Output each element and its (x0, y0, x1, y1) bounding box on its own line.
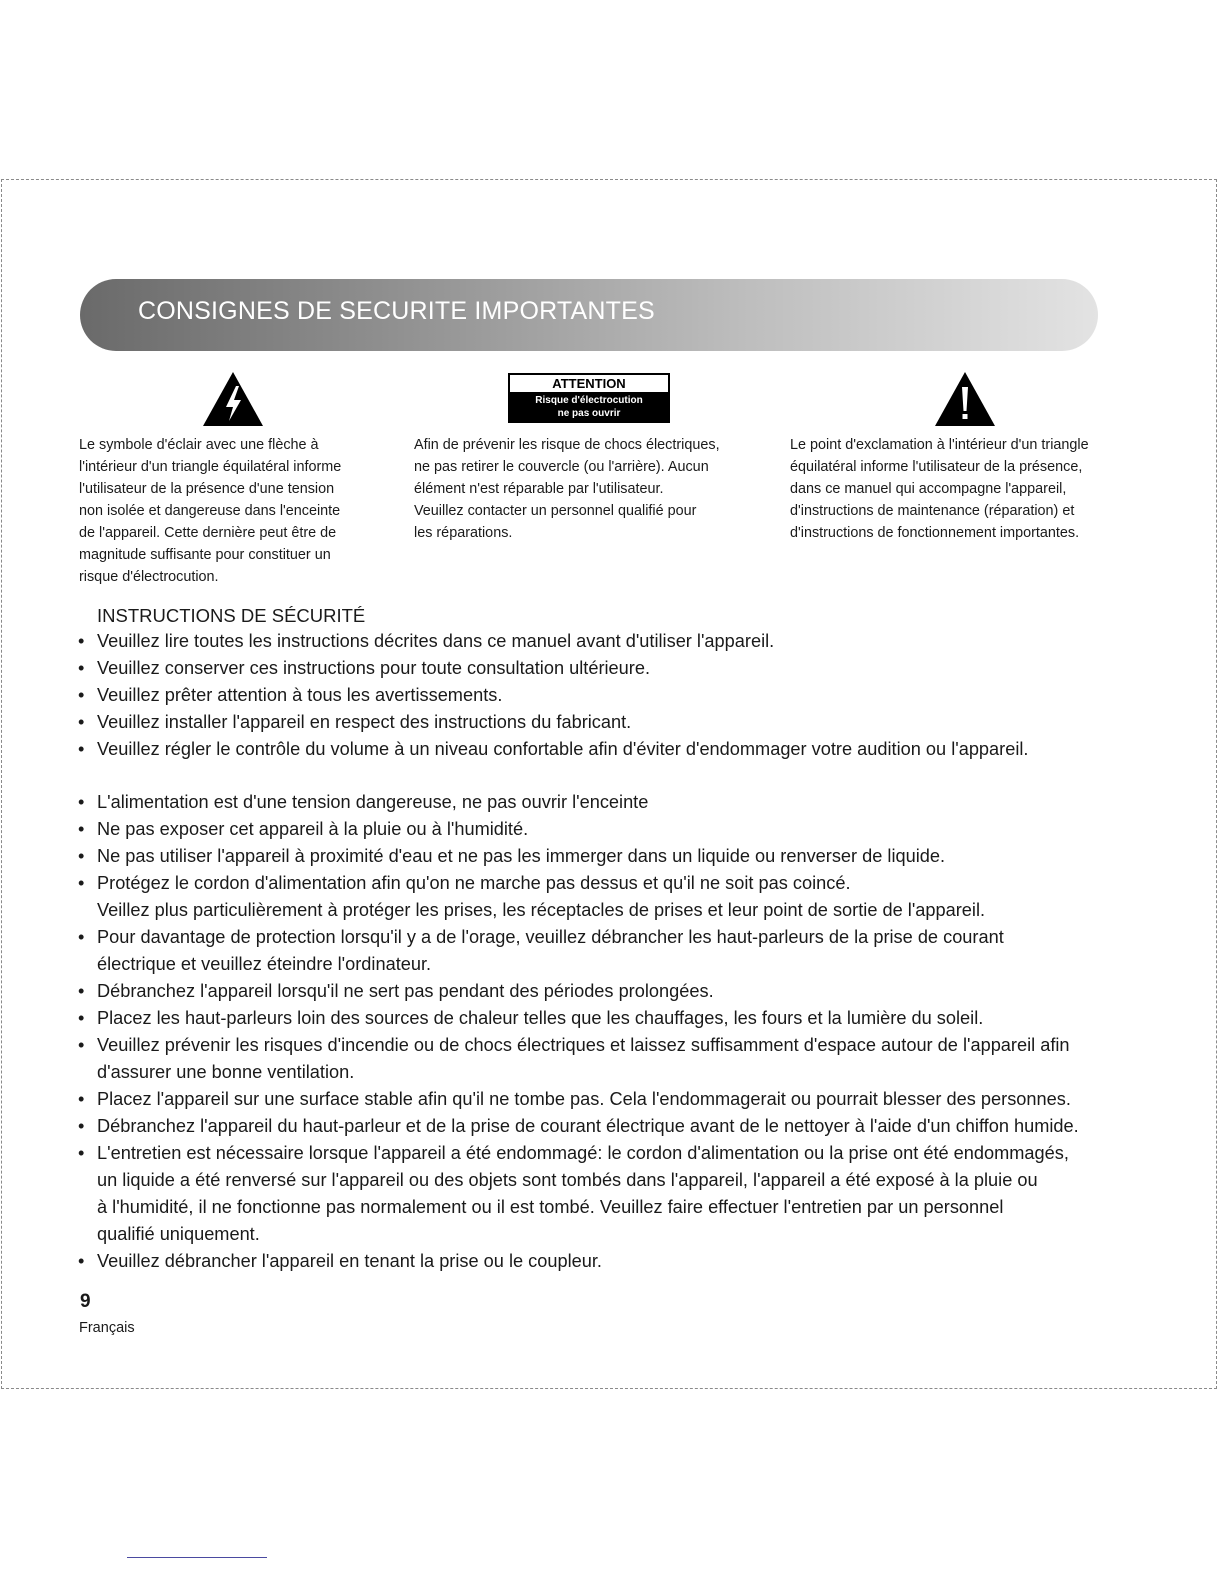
bullet-marker: • (78, 685, 85, 705)
instructions-list-secondary (78, 789, 1079, 1275)
list-item-line: Veillez plus particulièrement à protéger les prises, les réceptacles de prises et leur point de sortie de l'appareil. (97, 900, 986, 920)
list-item (78, 655, 1028, 682)
list-item-line: électrique et veuillez éteindre l'ordinateur. (97, 954, 432, 974)
list-item-line: à l'humidité, il ne fonctionne pas normalement ou il est tombé. Veuillez faire effectuer l'entretien par un personnel (97, 1197, 1004, 1217)
list-item (78, 978, 1079, 1005)
list-item-line: d'assurer une bonne ventilation. (97, 1062, 355, 1082)
list-item-line: L'alimentation est d'une tension dangereuse, ne pas ouvrir l'enceinte (97, 792, 649, 812)
list-item-line: Ne pas utiliser l'appareil à proximité d'eau et ne pas les immerger dans un liquide ou renverser de liquide. (97, 846, 946, 866)
footnote-rule (127, 1557, 267, 1558)
bullet-marker: • (78, 927, 85, 947)
list-item-line: Veuillez débrancher l'appareil en tenant la prise ou le coupleur. (97, 1251, 602, 1271)
bullet-marker: • (78, 1116, 85, 1136)
text-line: l'intérieur d'un triangle équilatéral informe (79, 459, 342, 475)
list-item-line: Veuillez prêter attention à tous les avertissements. (97, 685, 503, 705)
list-item-line: Débranchez l'appareil lorsqu'il ne sert pas pendant des périodes prolongées. (97, 981, 714, 1001)
bullet-marker: • (78, 1089, 85, 1109)
list-item (78, 1032, 1079, 1086)
text-line: risque d'électrocution. (79, 569, 219, 585)
text-line: Le symbole d'éclair avec une flèche à (79, 437, 319, 453)
text-line: l'utilisateur de la présence d'une tension (79, 481, 335, 497)
bullet-marker: • (78, 873, 85, 893)
list-item (78, 870, 1079, 924)
list-item-line: Veuillez conserver ces instructions pour toute consultation ultérieure. (97, 658, 650, 678)
exclamation-warning-icon (934, 371, 996, 427)
attention-body (510, 392, 668, 421)
text-line: d'instructions de fonctionnement importantes. (790, 525, 1080, 541)
list-item (78, 789, 1079, 816)
list-item-line: Pour davantage de protection lorsqu'il y a de l'orage, veuillez débrancher les haut-parleurs de la prise de courant (97, 927, 1004, 947)
exclamation-symbol-description (790, 434, 1089, 544)
instructions-list-primary (78, 628, 1028, 763)
list-item-line: Placez l'appareil sur une surface stable afin qu'il ne tombe pas. Cela l'endommagerait ou pourrait blesser des personnes. (97, 1089, 1071, 1109)
list-item (78, 682, 1028, 709)
bullet-marker: • (78, 631, 85, 651)
list-item-line: Veuillez prévenir les risques d'incendie ou de chocs électriques et laissez suffisamment d'espace autour de l'appareil afin (97, 1035, 1070, 1055)
lightning-symbol-description (79, 434, 341, 588)
title-banner (80, 279, 1098, 351)
text-line: d'instructions de maintenance (réparation) et (790, 503, 1075, 519)
list-item (78, 1005, 1079, 1032)
attention-title: ATTENTION (552, 376, 626, 391)
list-item (78, 1248, 1079, 1275)
text-line: dans ce manuel qui accompagne l'appareil, (790, 481, 1067, 497)
list-item-line: Protégez le cordon d'alimentation afin qu'on ne marche pas dessus et qu'il ne soit pas coincé. (97, 873, 851, 893)
text-line: ne pas retirer le couvercle (ou l'arrière). Aucun (414, 459, 709, 475)
bullet-marker: • (78, 981, 85, 1001)
list-item (78, 843, 1079, 870)
page-language: Français (79, 1320, 135, 1336)
list-item-line: qualifié uniquement. (97, 1224, 260, 1244)
bullet-marker: • (78, 658, 85, 678)
text-line: Veuillez contacter un personnel qualifié pour (414, 503, 697, 519)
instructions-heading: INSTRUCTIONS DE SÉCURITÉ (97, 605, 366, 626)
list-item (78, 924, 1079, 978)
bullet-marker: • (78, 712, 85, 732)
attention-line-2: ne pas ouvrir (557, 408, 621, 419)
list-item-line: un liquide a été renversé sur l'appareil ou des objets sont tombés dans l'appareil, l'appareil a été exposé à la pluie ou (97, 1170, 1038, 1190)
bullet-marker: • (78, 1008, 85, 1028)
text-line: Le point d'exclamation à l'intérieur d'un triangle (790, 437, 1089, 453)
text-line: Afin de prévenir les risque de chocs électriques, (414, 437, 720, 453)
text-line: équilatéral informe l'utilisateur de la présence, (790, 459, 1083, 475)
list-item (78, 1086, 1079, 1113)
bullet-marker: • (78, 1251, 85, 1271)
list-item (78, 816, 1079, 843)
attention-label (508, 373, 670, 423)
list-item-line: Ne pas exposer cet appareil à la pluie ou à l'humidité. (97, 819, 529, 839)
page-title: CONSIGNES DE SECURITE IMPORTANTES (138, 297, 655, 325)
list-item-line: L'entretien est nécessaire lorsque l'appareil a été endommagé: le cordon d'alimentation ou la prise ont été endommagés, (97, 1143, 1069, 1163)
list-item (78, 1113, 1079, 1140)
bullet-marker: • (78, 846, 85, 866)
text-line: de l'appareil. Cette dernière peut être de (79, 525, 337, 541)
list-item (78, 628, 1028, 655)
list-item (78, 1140, 1079, 1248)
list-item-line: Veuillez installer l'appareil en respect des instructions du fabricant. (97, 712, 632, 732)
electric-shock-warning-icon (202, 371, 264, 427)
list-item-line: Débranchez l'appareil du haut-parleur et de la prise de courant électrique avant de le nettoyer à l'aide d'un chiffon humide. (97, 1116, 1079, 1136)
list-item-line: Veuillez régler le contrôle du volume à un niveau confortable afin d'éviter d'endommager votre audition ou l'appareil. (97, 739, 1029, 759)
list-item (78, 709, 1028, 736)
text-line: non isolée et dangereuse dans l'enceinte (79, 503, 341, 519)
list-item (78, 736, 1028, 763)
attention-line-1: Risque d'électrocution (535, 395, 643, 406)
list-item-line: Veuillez lire toutes les instructions décrites dans ce manuel avant d'utiliser l'appareil. (97, 631, 775, 651)
text-line: magnitude suffisante pour constituer un (79, 547, 331, 563)
bullet-marker: • (78, 1035, 85, 1055)
bullet-marker: • (78, 1143, 85, 1163)
page-number: 9 (80, 1291, 91, 1312)
text-line: élément n'est réparable par l'utilisateur. (414, 481, 664, 497)
list-item-line: Placez les haut-parleurs loin des sources de chaleur telles que les chauffages, les fours et la lumière du soleil. (97, 1008, 984, 1028)
bullet-marker: • (78, 819, 85, 839)
text-line: les réparations. (414, 525, 513, 541)
bullet-marker: • (78, 739, 85, 759)
attention-description (414, 434, 720, 544)
bullet-marker: • (78, 792, 85, 812)
